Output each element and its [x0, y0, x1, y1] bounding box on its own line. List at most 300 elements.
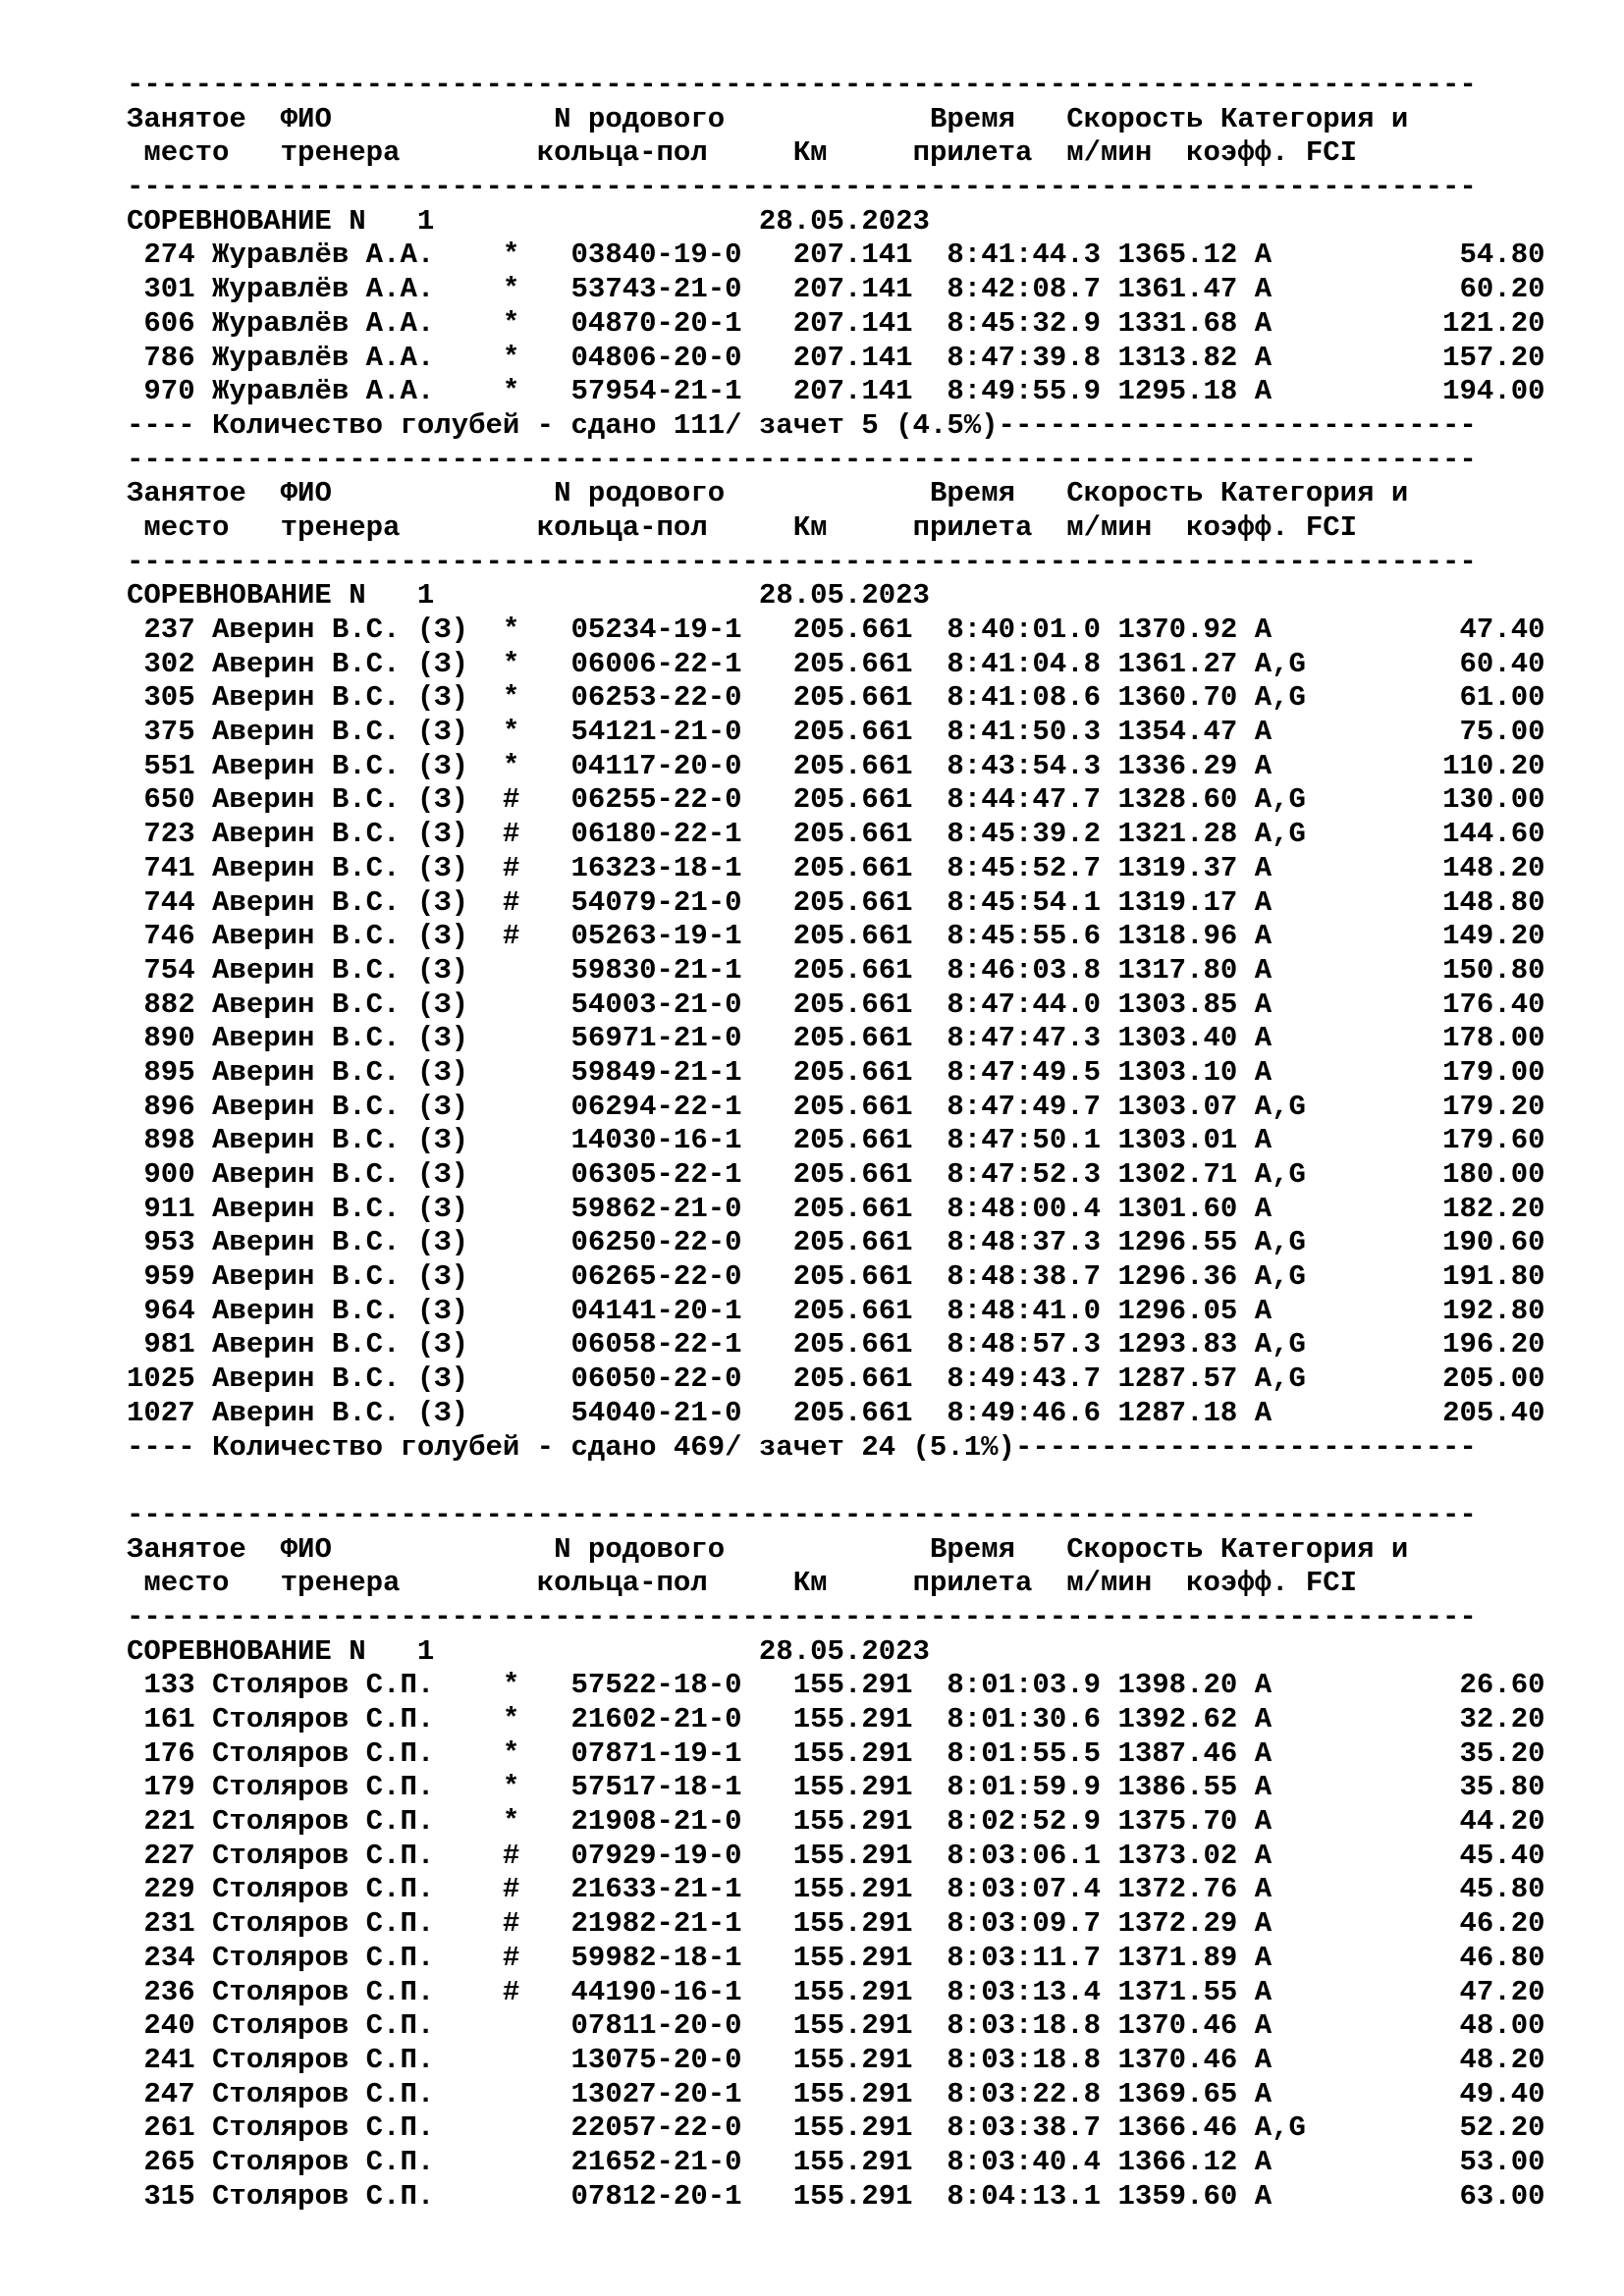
result-row — [127, 1260, 1599, 1295]
ring: 04870-20-1 — [570, 306, 742, 340]
time: 8:45:32.9 — [947, 306, 1102, 340]
km: 205.661 — [776, 988, 913, 1021]
time: 8:41:08.6 — [947, 681, 1102, 715]
header-speed: Скорость — [1066, 477, 1204, 510]
result-row — [127, 1295, 1599, 1329]
coef: 35.20 — [1339, 1736, 1545, 1770]
category: A — [1254, 2077, 1340, 2110]
km: 205.661 — [776, 1022, 913, 1055]
column-header-line-2 — [127, 136, 1599, 171]
category: A,G — [1254, 1226, 1340, 1259]
coef: 190.60 — [1339, 1226, 1545, 1259]
mark — [503, 1193, 519, 1225]
speed: 1371.89 — [1117, 1941, 1238, 1974]
category: A — [1254, 885, 1340, 919]
results-document — [127, 69, 1599, 2214]
mark: * — [502, 341, 520, 374]
coef: 148.80 — [1339, 885, 1545, 919]
result-row — [127, 1873, 1599, 1907]
coef: 52.20 — [1339, 2111, 1545, 2145]
place: 229 — [127, 1873, 195, 1906]
place: 274 — [127, 239, 195, 272]
separator-line: ------------------------------------------------------------------------------- — [127, 1600, 1477, 1633]
coef: 176.40 — [1339, 988, 1545, 1021]
coef: 48.20 — [1339, 2043, 1545, 2076]
time: 8:45:54.1 — [947, 885, 1102, 919]
ring: 06255-22-0 — [570, 783, 742, 817]
speed: 1321.28 — [1117, 818, 1238, 851]
time: 8:03:11.7 — [947, 1941, 1102, 1974]
mark: * — [502, 647, 520, 680]
km: 155.291 — [776, 1907, 913, 1941]
place: 970 — [127, 375, 195, 408]
time: 8:03:38.7 — [947, 2111, 1102, 2145]
coef: 179.20 — [1339, 1090, 1545, 1123]
header-category-2: коэфф. FCI — [1186, 1567, 1358, 1600]
km: 155.291 — [776, 1805, 913, 1839]
trainer: Аверин В.С. (З) — [212, 783, 469, 817]
result-row — [127, 954, 1599, 988]
speed: 1287.18 — [1117, 1396, 1238, 1429]
place: 896 — [127, 1090, 195, 1123]
mark: * — [502, 614, 520, 646]
trainer: Аверин В.С. (З) — [212, 749, 469, 782]
place: 911 — [127, 1192, 195, 1225]
mark — [503, 988, 519, 1021]
place: 1025 — [127, 1362, 195, 1396]
trainer: Столяров С.П. — [212, 2111, 469, 2145]
ring: 59982-18-1 — [570, 1941, 742, 1974]
km: 205.661 — [776, 1192, 913, 1225]
ring: 21602-21-0 — [570, 1703, 742, 1735]
category: A — [1254, 2009, 1340, 2043]
category: A — [1254, 2043, 1340, 2076]
header-speed-2: м/мин — [1066, 136, 1153, 170]
trainer: Аверин В.С. (З) — [212, 1192, 469, 1225]
km: 205.661 — [776, 818, 913, 851]
ring: 06305-22-1 — [570, 1158, 742, 1191]
competition-date: 28.05.2023 — [758, 1634, 930, 1668]
category: A,G — [1254, 818, 1340, 851]
result-row — [127, 1771, 1599, 1805]
category: A — [1254, 1669, 1340, 1702]
result-row — [127, 1226, 1599, 1260]
ring: 06250-22-0 — [570, 1226, 742, 1259]
result-row — [127, 1737, 1599, 1772]
time: 8:03:18.8 — [947, 2009, 1102, 2043]
speed: 1296.55 — [1117, 1226, 1238, 1259]
coef: 196.20 — [1339, 1328, 1545, 1362]
header-ring-2: кольца-пол — [536, 136, 708, 170]
speed: 1295.18 — [1117, 375, 1238, 408]
speed: 1398.20 — [1117, 1669, 1238, 1702]
coef: 130.00 — [1339, 783, 1545, 817]
time: 8:43:54.3 — [947, 749, 1102, 782]
place: 176 — [127, 1736, 195, 1770]
result-row — [127, 783, 1599, 818]
time: 8:45:39.2 — [947, 818, 1102, 851]
ring: 13075-20-0 — [570, 2043, 742, 2076]
time: 8:45:55.6 — [947, 920, 1102, 953]
place: 650 — [127, 783, 195, 817]
km: 155.291 — [776, 2111, 913, 2145]
ring: 07811-20-0 — [570, 2009, 742, 2043]
mark: # — [502, 1873, 520, 1906]
category: A — [1254, 1192, 1340, 1225]
ring: 57517-18-1 — [570, 1771, 742, 1804]
result-row — [127, 1840, 1599, 1874]
competition-date: 28.05.2023 — [758, 579, 930, 613]
trainer: Столяров С.П. — [212, 1771, 469, 1804]
ring: 06006-22-1 — [570, 647, 742, 680]
column-header-line-2 — [127, 511, 1599, 546]
mark — [503, 2146, 519, 2178]
speed: 1375.70 — [1117, 1805, 1238, 1839]
place: 746 — [127, 920, 195, 953]
time: 8:41:44.3 — [947, 239, 1102, 272]
place: 302 — [127, 647, 195, 680]
separator-line: ------------------------------------------------------------------------------- — [127, 1498, 1477, 1531]
coef: 205.40 — [1339, 1396, 1545, 1429]
time: 8:48:37.3 — [947, 1226, 1102, 1259]
mark: # — [502, 783, 520, 817]
header-category: Категория и — [1219, 102, 1409, 135]
spacer — [127, 1465, 1599, 1499]
category: A — [1254, 614, 1340, 646]
header-km: Км — [792, 510, 828, 544]
header-ring: N родового — [554, 477, 726, 510]
speed: 1392.62 — [1117, 1703, 1238, 1735]
result-row — [127, 1976, 1599, 2010]
speed: 1319.37 — [1117, 851, 1238, 884]
trainer: Столяров С.П. — [212, 1975, 469, 2008]
km: 155.291 — [776, 1839, 913, 1872]
coef: 110.20 — [1339, 749, 1545, 782]
speed: 1331.68 — [1117, 306, 1238, 340]
header-fio-2: тренера — [280, 1567, 401, 1600]
result-row — [127, 681, 1599, 716]
category: A — [1254, 1055, 1340, 1089]
column-header-line-1 — [127, 477, 1599, 511]
coef: 44.20 — [1339, 1805, 1545, 1839]
coef: 182.20 — [1339, 1192, 1545, 1225]
place: 895 — [127, 1055, 195, 1089]
trainer: Журавлёв А.А. — [212, 375, 469, 408]
header-category: Категория и — [1219, 1532, 1409, 1566]
place: 231 — [127, 1907, 195, 1941]
coef: 54.80 — [1339, 239, 1545, 272]
speed: 1296.36 — [1117, 1260, 1238, 1294]
category: A — [1254, 988, 1340, 1021]
speed: 1303.10 — [1117, 1055, 1238, 1089]
place: 315 — [127, 2179, 195, 2213]
header-speed-2: м/мин — [1066, 1567, 1153, 1600]
time: 8:01:03.9 — [947, 1669, 1102, 1702]
place: 237 — [127, 614, 195, 646]
speed: 1371.55 — [1117, 1975, 1238, 2008]
coef: 47.20 — [1339, 1975, 1545, 2008]
trainer: Аверин В.С. (З) — [212, 1328, 469, 1362]
header-time-2: прилета — [912, 510, 1033, 544]
competition-number: 1 — [416, 204, 435, 238]
separator-line: ------------------------------------------------------------------------------- — [127, 545, 1477, 578]
km: 205.661 — [776, 851, 913, 884]
time: 8:03:40.4 — [947, 2145, 1102, 2178]
ring: 06058-22-1 — [570, 1328, 742, 1362]
speed: 1361.47 — [1117, 273, 1238, 306]
coef: 191.80 — [1339, 1260, 1545, 1294]
mark: # — [502, 1907, 520, 1941]
km: 205.661 — [776, 1362, 913, 1396]
trainer: Столяров С.П. — [212, 1941, 469, 1974]
km: 155.291 — [776, 2145, 913, 2178]
category: A,G — [1254, 783, 1340, 817]
time: 8:42:08.7 — [947, 273, 1102, 306]
ring: 06265-22-0 — [570, 1260, 742, 1294]
result-row — [127, 1193, 1599, 1227]
category: A — [1254, 341, 1340, 374]
category: A — [1254, 1703, 1340, 1735]
mark: # — [502, 1941, 520, 1974]
mark — [503, 1328, 519, 1361]
header-category-2: коэфф. FCI — [1186, 510, 1358, 544]
place: 227 — [127, 1839, 195, 1872]
mark: # — [502, 818, 520, 851]
ring: 07812-20-1 — [570, 2179, 742, 2213]
header-fio-2: тренера — [280, 510, 401, 544]
place: 882 — [127, 988, 195, 1021]
mark: # — [502, 1975, 520, 2008]
trainer: Журавлёв А.А. — [212, 306, 469, 340]
mark: # — [502, 1839, 520, 1872]
result-row — [127, 1907, 1599, 1942]
speed: 1354.47 — [1117, 716, 1238, 749]
result-row — [127, 1056, 1599, 1091]
mark — [503, 2111, 519, 2144]
coef: 35.80 — [1339, 1771, 1545, 1804]
header-km: Км — [792, 1567, 828, 1600]
header-fio: ФИО — [280, 102, 332, 135]
place: 265 — [127, 2145, 195, 2178]
km: 207.141 — [776, 306, 913, 340]
mark — [503, 1362, 519, 1395]
category: A,G — [1254, 1090, 1340, 1123]
category: A — [1254, 1771, 1340, 1804]
coef: 75.00 — [1339, 716, 1545, 749]
trainer: Аверин В.С. (З) — [212, 851, 469, 884]
coef: 63.00 — [1339, 2179, 1545, 2213]
mark: * — [502, 375, 520, 408]
time: 8:01:59.9 — [947, 1771, 1102, 1804]
speed: 1302.71 — [1117, 1158, 1238, 1191]
result-row — [127, 273, 1599, 307]
mark — [503, 2180, 519, 2213]
ring: 03840-19-0 — [570, 239, 742, 272]
trainer: Столяров С.П. — [212, 1805, 469, 1839]
result-row — [127, 920, 1599, 954]
time: 8:47:47.3 — [947, 1022, 1102, 1055]
category: A — [1254, 1975, 1340, 2008]
mark — [503, 1091, 519, 1123]
ring: 07871-19-1 — [570, 1736, 742, 1770]
coef: 32.20 — [1339, 1703, 1545, 1735]
km: 205.661 — [776, 920, 913, 953]
coef: 178.00 — [1339, 1022, 1545, 1055]
header-ring-2: кольца-пол — [536, 510, 708, 544]
time: 8:01:30.6 — [947, 1703, 1102, 1735]
mark — [503, 1022, 519, 1054]
header-place-2: место — [143, 510, 230, 544]
km: 205.661 — [776, 1294, 913, 1327]
km: 205.661 — [776, 1090, 913, 1123]
km: 205.661 — [776, 1328, 913, 1362]
mark — [503, 2044, 519, 2076]
result-row — [127, 1397, 1599, 1431]
separator-line: ------------------------------------------------------------------------------- — [127, 69, 1477, 101]
km: 207.141 — [776, 375, 913, 408]
mark — [503, 1295, 519, 1327]
ring: 54079-21-0 — [570, 885, 742, 919]
time: 8:47:52.3 — [947, 1158, 1102, 1191]
header-place: Занятое — [127, 102, 246, 135]
ring: 56971-21-0 — [570, 1022, 742, 1055]
time: 8:04:13.1 — [947, 2179, 1102, 2213]
category: A — [1254, 1873, 1340, 1906]
ring: 05234-19-1 — [570, 614, 742, 646]
speed: 1370.46 — [1117, 2009, 1238, 2043]
speed: 1370.92 — [1117, 614, 1238, 646]
speed: 1303.40 — [1117, 1022, 1238, 1055]
result-row — [127, 375, 1599, 409]
category: A,G — [1254, 2111, 1340, 2145]
time: 8:47:44.0 — [947, 988, 1102, 1021]
category: A,G — [1254, 1362, 1340, 1396]
ring: 07929-19-0 — [570, 1839, 742, 1872]
speed: 1296.05 — [1117, 1294, 1238, 1327]
coef: 121.20 — [1339, 306, 1545, 340]
mark: * — [502, 306, 520, 340]
km: 205.661 — [776, 1124, 913, 1157]
speed: 1293.83 — [1117, 1328, 1238, 1362]
result-row — [127, 886, 1599, 921]
category: A — [1254, 1736, 1340, 1770]
mark: * — [502, 239, 520, 272]
trainer: Столяров С.П. — [212, 2179, 469, 2213]
place: 754 — [127, 953, 195, 987]
trainer: Столяров С.П. — [212, 1703, 469, 1735]
trainer: Аверин В.С. (З) — [212, 1090, 469, 1123]
ring: 04117-20-0 — [570, 749, 742, 782]
speed: 1361.27 — [1117, 647, 1238, 680]
coef: 149.20 — [1339, 920, 1545, 953]
time: 8:47:49.7 — [947, 1090, 1102, 1123]
ring: 04141-20-1 — [570, 1294, 742, 1327]
speed: 1301.60 — [1117, 1192, 1238, 1225]
time: 8:48:00.4 — [947, 1192, 1102, 1225]
category: A,G — [1254, 1260, 1340, 1294]
trainer: Аверин В.С. (З) — [212, 1362, 469, 1396]
trainer: Аверин В.С. (З) — [212, 647, 469, 680]
header-ring: N родового — [554, 1532, 726, 1566]
result-row — [127, 2180, 1599, 2215]
header-place-2: место — [143, 1567, 230, 1600]
place: 240 — [127, 2009, 195, 2043]
coef: 26.60 — [1339, 1669, 1545, 1702]
speed: 1369.65 — [1117, 2077, 1238, 2110]
ring: 13027-20-1 — [570, 2077, 742, 2110]
result-row — [127, 1022, 1599, 1056]
coef: 194.00 — [1339, 375, 1545, 408]
result-row — [127, 716, 1599, 750]
km: 205.661 — [776, 1396, 913, 1429]
km: 205.661 — [776, 749, 913, 782]
category: A — [1254, 239, 1340, 272]
speed: 1328.60 — [1117, 783, 1238, 817]
category: A — [1254, 1805, 1340, 1839]
competition-label: СОРЕВНОВАНИЕ N — [127, 1634, 366, 1668]
coef: 180.00 — [1339, 1158, 1545, 1191]
ring: 06180-22-1 — [570, 818, 742, 851]
km: 155.291 — [776, 2043, 913, 2076]
speed: 1370.46 — [1117, 2043, 1238, 2076]
mark: * — [502, 681, 520, 715]
result-row — [127, 307, 1599, 342]
header-place: Занятое — [127, 1532, 246, 1566]
mark — [503, 1158, 519, 1191]
competition-line — [127, 205, 1599, 240]
place: 1027 — [127, 1396, 195, 1429]
km: 205.661 — [776, 681, 913, 715]
trainer: Столяров С.П. — [212, 1907, 469, 1941]
time: 8:40:01.0 — [947, 614, 1102, 646]
coef: 60.20 — [1339, 273, 1545, 306]
category: A — [1254, 1396, 1340, 1429]
ring: 54003-21-0 — [570, 988, 742, 1021]
time: 8:03:13.4 — [947, 1975, 1102, 2008]
place: 301 — [127, 273, 195, 306]
ring: 21908-21-0 — [570, 1805, 742, 1839]
speed: 1372.29 — [1117, 1907, 1238, 1941]
km: 155.291 — [776, 2179, 913, 2213]
coef: 49.40 — [1339, 2077, 1545, 2110]
km: 155.291 — [776, 1703, 913, 1735]
category: A — [1254, 1124, 1340, 1157]
mark — [503, 1056, 519, 1089]
trainer: Журавлёв А.А. — [212, 341, 469, 374]
ring: 06050-22-0 — [570, 1362, 742, 1396]
result-row — [127, 1805, 1599, 1840]
place: 744 — [127, 885, 195, 919]
ring: 54040-21-0 — [570, 1396, 742, 1429]
coef: 48.00 — [1339, 2009, 1545, 2043]
coef: 45.40 — [1339, 1839, 1545, 1872]
result-row — [127, 1124, 1599, 1158]
place: 247 — [127, 2077, 195, 2110]
km: 205.661 — [776, 953, 913, 987]
trainer: Аверин В.С. (З) — [212, 1158, 469, 1191]
result-row — [127, 1091, 1599, 1125]
coef: 179.00 — [1339, 1055, 1545, 1089]
km: 205.661 — [776, 1158, 913, 1191]
place: 133 — [127, 1669, 195, 1702]
time: 8:01:55.5 — [947, 1736, 1102, 1770]
trainer: Аверин В.С. (З) — [212, 818, 469, 851]
trainer: Аверин В.С. (З) — [212, 988, 469, 1021]
competition-label: СОРЕВНОВАНИЕ N — [127, 579, 366, 613]
category: A — [1254, 920, 1340, 953]
place: 261 — [127, 2111, 195, 2145]
time: 8:03:09.7 — [947, 1907, 1102, 1941]
